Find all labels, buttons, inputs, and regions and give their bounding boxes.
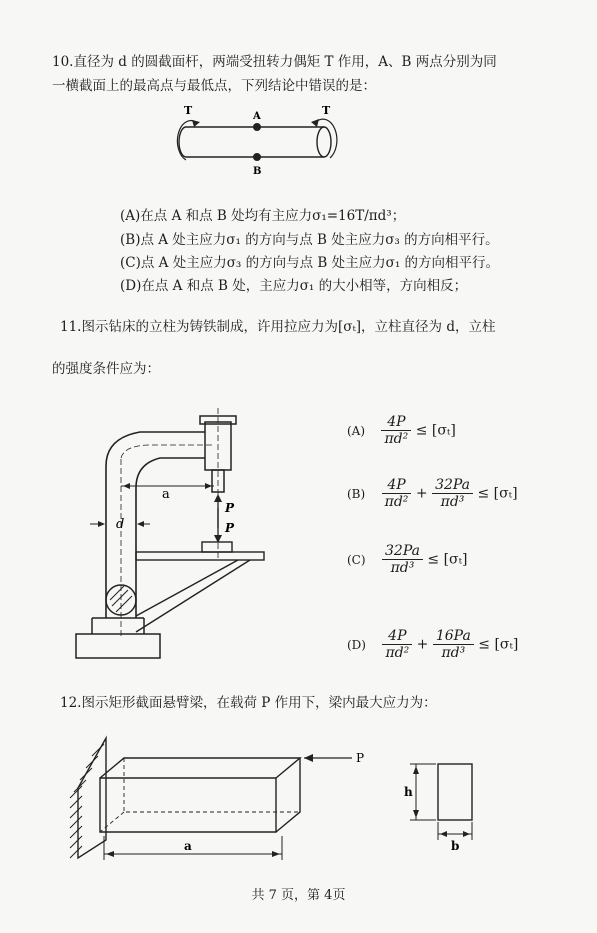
fB-plus: + — [415, 485, 428, 502]
torque-left-arrowhead — [192, 120, 200, 127]
beam-hidden — [124, 758, 300, 812]
option-label-B: (B) — [347, 486, 366, 501]
cross-section-rect — [438, 764, 472, 820]
label-T-right: T — [322, 104, 331, 117]
arm-centerline — [121, 445, 212, 458]
dim-h-arrow-t — [413, 766, 419, 774]
label-P: P — [356, 751, 365, 765]
label-A: A — [253, 111, 261, 122]
fC-rhs: ≤ [σₜ] — [427, 551, 468, 568]
dim-b-arrow-l — [440, 831, 447, 837]
dim-d-arrow-right — [137, 521, 144, 527]
q11-stem-line1: 11.图示钻床的立柱为铸铁制成，许用拉应力为[σₜ]，立柱直径为 d，立柱 — [60, 319, 496, 335]
q12-cantilever-figure — [60, 728, 480, 878]
fD-rhs: ≤ [σₜ] — [478, 636, 519, 653]
force-arrow-up-head — [214, 494, 222, 502]
q12-stem: 12.图示矩形截面悬臂梁，在载荷 P 作用下，梁内最大应力为： — [60, 695, 437, 711]
page-footer: 共 7 页，第 4页 — [251, 888, 346, 903]
q10-option-A: (A)在点 A 和点 B 处均有主应力σ₁=16T/πd³； — [120, 208, 406, 224]
fB-den1: πd² — [384, 494, 409, 510]
dim-a-arrow-right — [205, 483, 212, 489]
label-d: d — [116, 517, 125, 532]
label-T-left: T — [184, 104, 193, 117]
q11-option-C — [347, 543, 468, 576]
point-A — [253, 123, 261, 131]
q10-stem-line2: 一横截面上的最高点与最低点，下列结论中错误的是： — [52, 78, 376, 94]
base-block — [76, 634, 160, 658]
label-P-upper: P — [225, 501, 235, 515]
fC-num: 32Pa — [382, 543, 423, 560]
beam-top — [100, 758, 300, 778]
fB-num1: 4P — [382, 477, 412, 494]
q11-option-D — [347, 628, 518, 661]
column-inner-curve — [136, 458, 205, 488]
option-label-A: (A) — [347, 423, 366, 438]
workpiece — [202, 542, 232, 552]
fD-plus: + — [416, 636, 429, 653]
dim-h-arrow-b — [413, 810, 419, 818]
fD-den2: πd³ — [441, 645, 466, 661]
dim-a-arrow-l — [106, 851, 114, 857]
label-h: h — [404, 785, 413, 799]
rod-right-end — [317, 127, 331, 157]
wall-hatch — [70, 744, 104, 858]
q11-stem-line2: 的强度条件应为： — [52, 361, 160, 377]
dim-a-arrow-left — [123, 483, 130, 489]
fA-rhs: ≤ [σₜ] — [415, 422, 456, 439]
fD-den1: πd² — [385, 645, 410, 661]
fA-den: πd² — [384, 431, 409, 447]
beam-hidden-2 — [100, 812, 124, 832]
label-B: B — [253, 166, 262, 177]
torque-right-arrowhead — [311, 119, 319, 127]
q10-option-D: (D)在点 A 和点 B 处，主应力σ₁ 的大小相等，方向相反； — [120, 278, 468, 294]
q11-option-A — [347, 414, 456, 447]
q10-option-C: (C)点 A 处主应力σ₃ 的方向与点 B 处主应力σ₁ 的方向相平行。 — [120, 255, 500, 271]
option-label-C: (C) — [347, 552, 366, 567]
q10-option-B: (B)点 A 处主应力σ₁ 的方向与点 B 处主应力σ₃ 的方向相平行。 — [120, 232, 499, 248]
table-brace — [136, 560, 250, 632]
fC-den: πd³ — [390, 560, 415, 576]
label-a: a — [184, 839, 192, 853]
fD-num1: 4P — [382, 628, 412, 645]
load-arrowhead — [304, 754, 313, 762]
fB-num2: 32Pa — [432, 477, 473, 494]
beam-front — [100, 778, 276, 832]
fD-num2: 16Pa — [433, 628, 474, 645]
q10-torsion-rod-figure — [170, 100, 350, 180]
fB-rhs: ≤ [σₜ] — [477, 485, 518, 502]
q11-drill-press-figure — [60, 408, 280, 678]
fB-den2: πd³ — [440, 494, 465, 510]
fA-num: 4P — [381, 414, 411, 431]
point-B — [253, 153, 261, 161]
table-brace2 — [136, 560, 238, 616]
label-b: b — [451, 839, 460, 853]
label-P-lower: P — [225, 521, 235, 535]
option-label-D: (D) — [347, 637, 366, 652]
worktable — [136, 552, 264, 560]
dim-b-arrow-r — [463, 831, 470, 837]
q11-option-B — [347, 477, 518, 510]
dim-d-arrow-left — [98, 521, 105, 527]
q10-stem-line1: 10.直径为 d 的圆截面杆，两端受扭转力偶矩 T 作用，A、B 两点分别为同 — [52, 54, 497, 70]
label-a: a — [162, 487, 170, 502]
beam-side — [276, 758, 300, 832]
dim-a-arrow-r — [272, 851, 280, 857]
